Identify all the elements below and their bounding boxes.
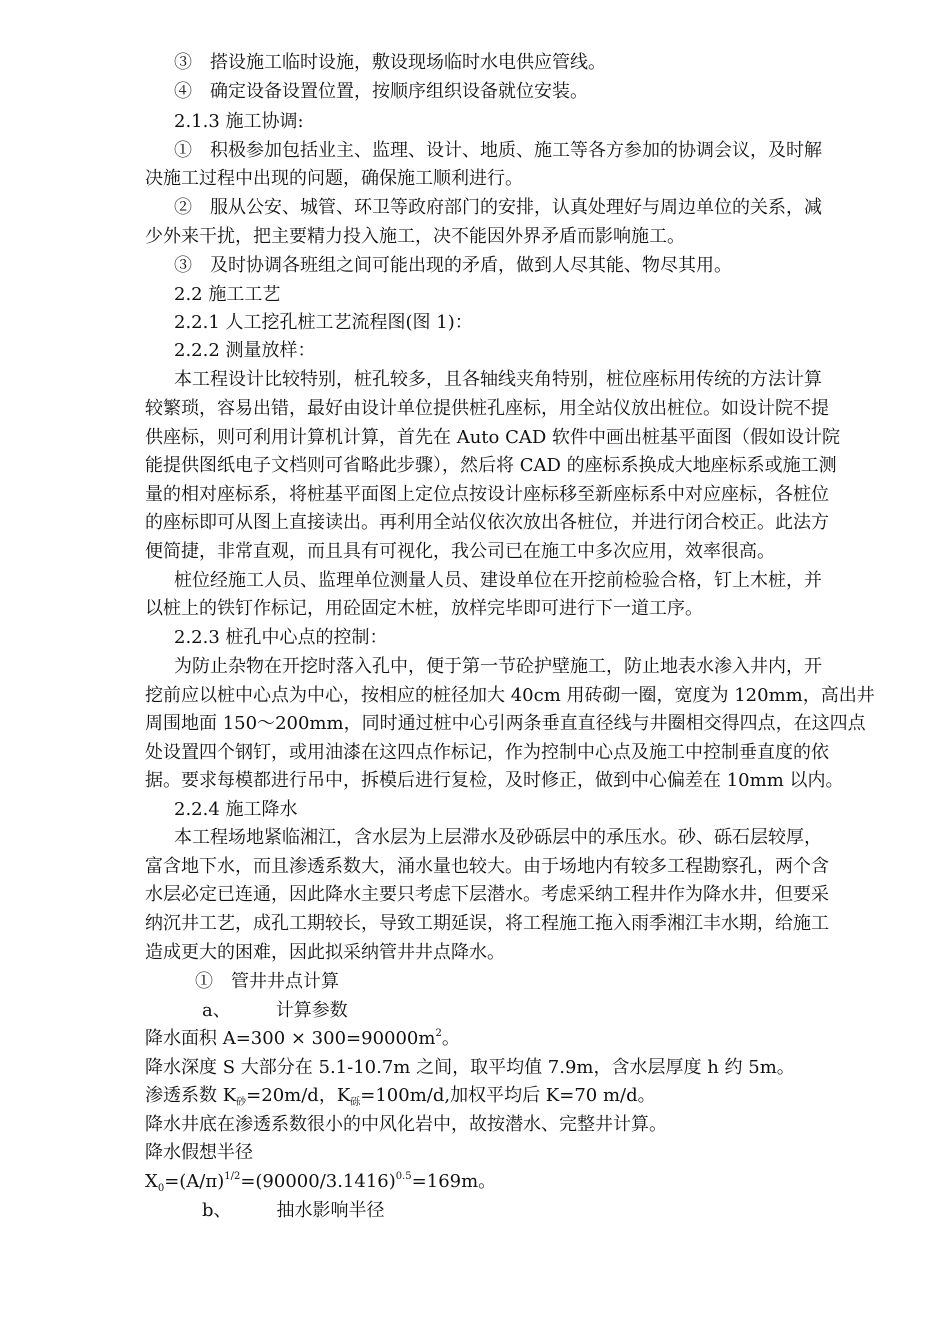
paragraph-line: 量的相对座标系，将桩基平面图上定位点按设计座标移至新座标系中对应座标，各桩位 xyxy=(145,484,829,505)
formula-area xyxy=(145,1028,460,1050)
paragraph-line: 造成更大的困难，因此拟采纳管井井点降水。 xyxy=(145,942,505,963)
section-heading: 2.2.1 人工挖孔桩工艺流程图(图 1)： xyxy=(174,312,473,333)
formula-perm-text: 渗透系数 K xyxy=(145,1085,237,1106)
paragraph-line: 决施工过程中出现的问题，确保施工顺利进行。 xyxy=(145,168,523,189)
paragraph-line: 水层必定已连通，因此降水主要只考虑下层潜水。考虑采纳工程井作为降水井，但要采 xyxy=(145,884,829,905)
paragraph-line: 少外来干扰，把主要精力投入施工，决不能因外界矛盾而影响施工。 xyxy=(145,226,685,247)
formula-area-end: 。 xyxy=(441,1028,460,1049)
paragraph-line: 周围地面 150～200mm，同时通过桩中心引两条垂直直径线与井圈相交得四点，在这四点 xyxy=(145,713,866,734)
formula-permeability xyxy=(145,1085,656,1107)
paragraph-line: 较繁琐，容易出错，最好由设计单位提供桩孔座标，用全站仪放出桩位。如设计院不提 xyxy=(145,398,829,419)
formula-x0-end: =169m。 xyxy=(411,1171,497,1192)
paragraph-line: ③ 搭设施工临时设施，敷设现场临时水电供应管线。 xyxy=(174,52,606,73)
subscript: 砾 xyxy=(350,1097,361,1108)
formula-area-text: 降水面积 A=300 × 300=90000m xyxy=(145,1028,436,1049)
paragraph-line: 为防止杂物在开挖时落入孔中，便于第一节砼护壁施工，防止地表水渗入井内，开 xyxy=(174,656,822,677)
formula-radius xyxy=(145,1171,496,1193)
formula-depth: 降水深度 S 大部分在 5.1-10.7m 之间，取平均值 7.9m，含水层厚度 h 约 5m。 xyxy=(145,1057,795,1078)
superscript: 0.5 xyxy=(395,1171,412,1182)
subscript: 砂 xyxy=(236,1097,247,1108)
paragraph-line: ④ 确定设备设置位置，按顺序组织设备就位安装。 xyxy=(174,81,588,102)
paragraph-line: 本工程场地紧临湘江，含水层为上层滞水及砂砾层中的承压水。砂、砾石层较厚， xyxy=(174,827,822,848)
section-heading: 2.2.3 桩孔中心点的控制： xyxy=(174,627,388,648)
section-heading: 2.2 施工工艺 xyxy=(174,284,281,305)
subscript: 0 xyxy=(157,1183,165,1194)
paragraph-line: ① 积极参加包括业主、监理、设计、地质、施工等各方参加的协调会议，及时解 xyxy=(174,140,822,161)
paragraph-line: 桩位经施工人员、监理单位测量人员、建设单位在开挖前检验合格，钉上木桩，并 xyxy=(174,570,822,591)
list-item-label: a、 计算参数 xyxy=(202,1000,348,1021)
paragraph-line: 的座标即可从图上直接读出。再利用全站仪依次放出各桩位，并进行闭合校正。此法方 xyxy=(145,512,829,533)
section-heading: 2.1.3 施工协调: xyxy=(174,111,304,132)
formula-x0: X xyxy=(145,1171,158,1192)
list-item-label: b、 抽水影响半径 xyxy=(202,1200,385,1221)
paragraph-line: 纳沉井工艺，成孔工期较长，导致工期延误，将工程施工拖入雨季湘江丰水期，给施工 xyxy=(145,913,829,934)
paragraph-line: 本工程设计比较特别，桩孔较多，且各轴线夹角特别，桩位座标用传统的方法计算 xyxy=(174,369,822,390)
paragraph-line: 处设置四个钢钉，或用油漆在这四点作标记，作为控制中心点及施工中控制垂直度的依 xyxy=(145,742,829,763)
paragraph-line: 供座标，则可利用计算机计算，首先在 Auto CAD 软件中画出桩基平面图（假如设计院 xyxy=(145,427,841,448)
paragraph-line: 降水井底在渗透系数很小的中风化岩中，故按潜水、完整井计算。 xyxy=(145,1114,667,1135)
formula-x0-mid: =(A/π) xyxy=(164,1171,225,1192)
section-heading: 2.2.4 施工降水 xyxy=(174,799,298,820)
formula-perm-mid: =20m/d，K xyxy=(246,1085,351,1106)
subsection-heading: ① 管井井点计算 xyxy=(195,971,339,992)
paragraph-line: 挖前应以桩中心点为中心，按相应的桩径加大 40cm 用砖砌一圈，宽度为 120mm，高出井 xyxy=(145,685,875,706)
paragraph-line: 据。要求每模都进行吊中，拆模后进行复检，及时修正，做到中心偏差在 10mm 以内。 xyxy=(145,770,844,791)
paragraph-line: 便简捷，非常直观，而且具有可视化，我公司已在施工中多次应用，效率很高。 xyxy=(145,541,775,562)
paragraph-line: ② 服从公安、城管、环卫等政府部门的安排，认真处理好与周边单位的关系，减 xyxy=(174,197,822,218)
paragraph-line: 降水假想半径 xyxy=(145,1142,253,1163)
superscript: 2 xyxy=(435,1028,442,1039)
paragraph-line: 以桩上的铁钉作标记，用砼固定木桩，放样完毕即可进行下一道工序。 xyxy=(145,598,703,619)
superscript: 1/2 xyxy=(224,1171,241,1182)
paragraph-line: 富含地下水，而且渗透系数大，涌水量也较大。由于场地内有较多工程勘察孔，两个含 xyxy=(145,856,829,877)
section-heading: 2.2.2 测量放样： xyxy=(174,340,316,361)
formula-x0-mid2: =(90000/3.1416) xyxy=(240,1171,396,1192)
paragraph-line: ③ 及时协调各班组之间可能出现的矛盾，做到人尽其能、物尽其用。 xyxy=(174,255,732,276)
formula-perm-end: =100m/d,加权平均后 K=70 m/d。 xyxy=(360,1085,656,1106)
paragraph-line: 能提供图纸电子文档则可省略此步骤），然后将 CAD 的座标系换成大地座标系或施工测 xyxy=(145,455,837,476)
